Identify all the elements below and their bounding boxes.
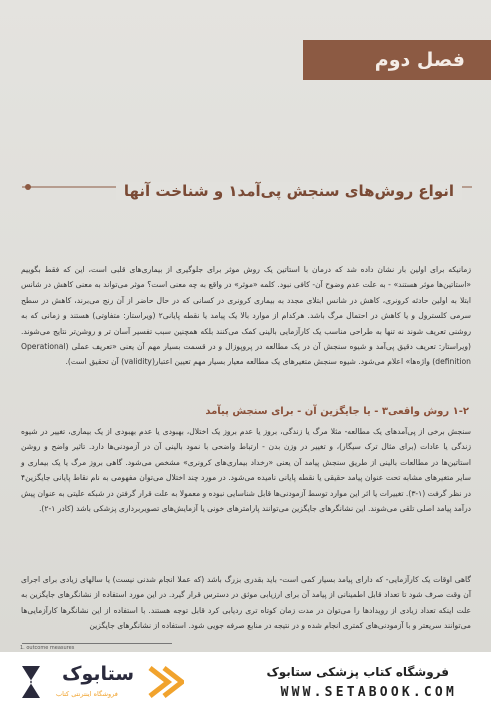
chapter-title-block: [22, 150, 472, 230]
paragraph-intro: زمانیکه برای اولین بار نشان داده شد که درمان با استاتین یک روش موثر برای جلوگیری از بیماری‌های قلبی است، این که فقط بگوییم «استاتین‌ها موثر هستند» - به علت عدم وضوح آن- کافی نبود. کلمه «موثر» در واقع به چه معنی است؟ موثر می‌تواند به معنی کاهش در شانس ابتلا به اولین حادثه کرونری، کاهش در شانس ابتلای مجدد به بیماری کرونری در کسانی که در حال حاضر از آن رنج می‌برند، کاهش در سطح سرمی کلسترول و یا کاهش در احتمال مرگ باشد. هرکدام از موارد بالا یک پیامد یا نقطه پایانی۲ (ویراستار: متفاوتی) هستند و زمانی که به روشنی تعریف شوند نه تنها به طراحی مناسب یک کارآزمایی بالینی کمک می‌کنند بلکه همچنین سبب تفسیر آسان تر و روشن‌تر نتایج می‌شوند. (ویراستار: تعریف دقیق پی‌آمد و شیوه سنجش آن در یک مطالعه در پروپوزال و در قسمت بسیار مهم آن یعنی «تعریف عملی (Operational definition) واژه‌ها» اعلام می‌شود. شیوه سنجش متغیرهای یک مطالعه معیار بسیار مهم تعیین اعتبار(validity) آن تحقیق است).: [21, 265, 471, 367]
paragraph-true-outcomes: سنجش برخی از پی‌آمدهای یک مطالعه- مثلا مرگ یا زندگی، بروز یا عدم بروز یک اختلال، بهبودی یا عدم بهبودی از یک بیماری، تغییر در شیوه زندگی یا عادات (برای مثال ترک سیگار)، و تغییر در وزن بدن - ارتباط واضحی با نمود بالینی آن در آزمودنی‌ها دارد. تاثیر واضح و روشن استاتین‌ها در مطالعات بالینی از طریق سنجش پیامد آن یعنی «رخداد بیماری‌های کرونری» مشخص می‌شود. گاهی بروز مرگ یا یک بیماری و سایر متغیرهای مشابه تحت عنوان پیامد حقیقی یا نقطه پایانی نامیده می‌شود. در مورد چند اختلال می‌توان مفهومی به نام نقاط پایانی جایگزین۴ در نظر گرفت (۱-۳). تغییرات یا اثر این موارد توسط آزمودنی‌ها قابل شناسایی نبوده و معمولا به علت قرار گرفتن در شبکه علیتی به عنوان پیش درآمد پیامد اصلی تلقی می‌شوند. این نشانگرهای جایگزین می‌توانند پارامترهای خونی یا آزمایش‌های تصویربرداری پزشکی باشد (کادر ۱-۲).: [21, 427, 471, 514]
chapter-title: انواع روش‌های سنجش پی‌آمد۱ و شناخت آنها: [116, 182, 462, 200]
chapter-label: فصل دوم: [374, 49, 465, 71]
chapter-banner: [303, 40, 491, 80]
store-name: فروشگاه کتاب پزشکی ستابوک: [266, 665, 449, 679]
footnote: 1. outcome measures: [20, 645, 75, 651]
paragraph-surrogate-markers: گاهی اوقات یک کارآزمایی- که دارای پیامد بسیار کمی است- باید بقدری بزرگ باشد (که عملا انجام شدنی نیست) یا سالهای زیادی برای اجرای آن وقت صرف شود تا تعداد قابل اطمینانی از پیامد آن برای ارزیابی موثق در دسترس قرار گیرد. در این مورد استفاده از نشانگرهای جایگزین به علت اینکه تعداد زیادی از رویدادها را می‌توان در مدت زمان کوتاه تری ردیابی کرد قابل توجه هستند. با استفاده از این نشانگرها کارآزمایی‌ها می‌توانند سریعتر و با آزمودنی‌های کمتری انجام شده و در نتیجه در منابع صرفه جویی شود. استفاده از نشانگرهای جایگزین: [21, 575, 471, 631]
section-heading: ۱-۲ روش واقعی۳ - یا جایگزین آن - برای سنجش پیآمد: [205, 406, 469, 417]
footnote-divider: [22, 643, 172, 644]
store-url-link[interactable]: WWW.SETABOOK.COM: [280, 685, 457, 700]
logo-name: ستابوک: [62, 663, 135, 685]
store-footer: [0, 652, 491, 709]
logo-subtitle: فروشگاه اینترنتی کتاب: [56, 690, 118, 698]
